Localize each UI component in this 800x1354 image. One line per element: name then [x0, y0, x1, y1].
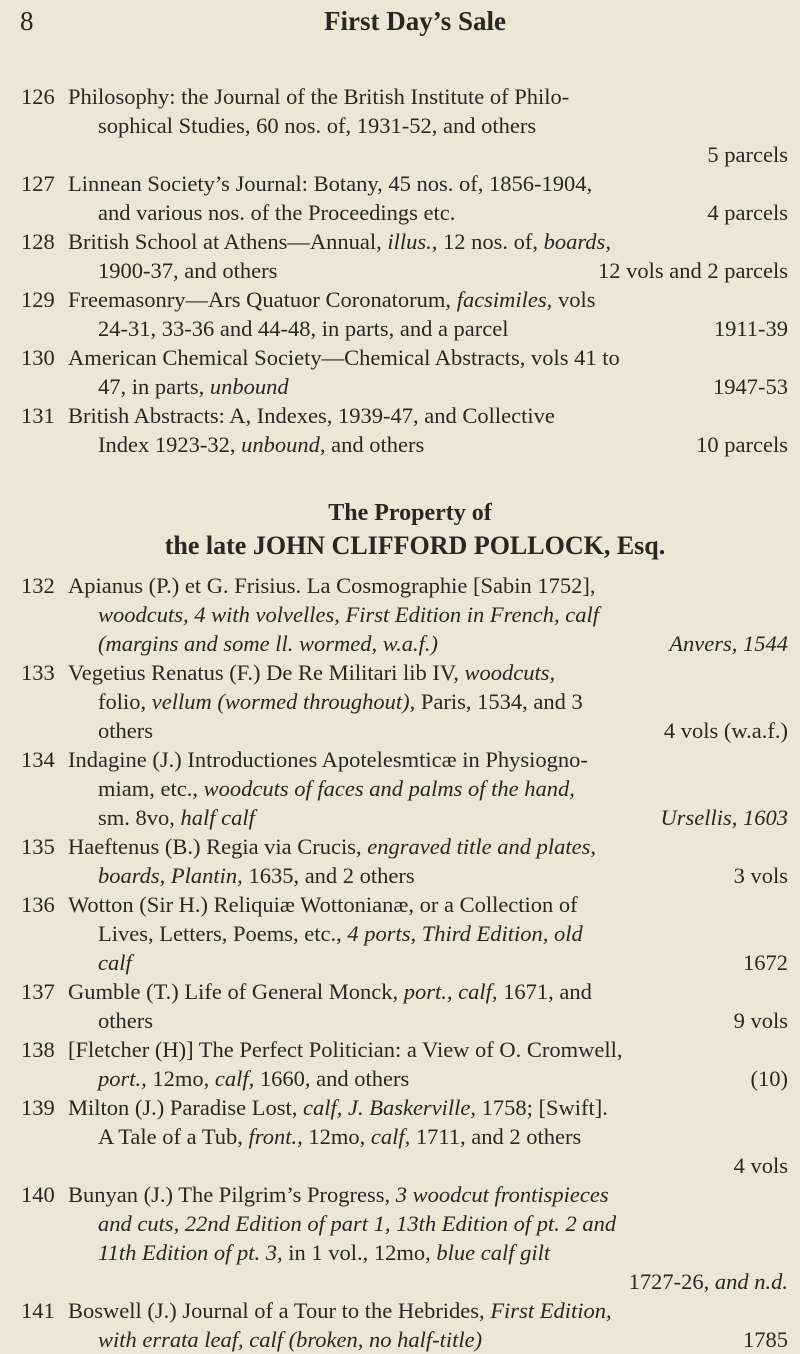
lot-133	[0, 658, 800, 745]
lot-quantity: 9 vols	[733, 1008, 788, 1033]
lot-text: 12mo,	[308, 1124, 366, 1149]
lot-line	[0, 1122, 800, 1151]
lot-line	[0, 977, 800, 1006]
lot-text-italic: half calf	[180, 805, 255, 830]
page-header	[0, 6, 800, 46]
lot-quantity: 10 parcels	[696, 432, 788, 457]
lot-text: 24-31, 33-36 and 44-48, in parts, and a parcel	[98, 316, 509, 341]
lot-text: Philosophy: the Journal of the British Institute of Philo-	[68, 84, 570, 109]
lot-line	[0, 629, 800, 658]
lot-quantity: (10)	[750, 1066, 788, 1091]
lot-text: Gumble (T.) Life of General Monck,	[68, 979, 399, 1004]
lot-138	[0, 1035, 800, 1093]
lot-139	[0, 1093, 800, 1180]
lot-text: others	[98, 718, 153, 743]
lot-line	[0, 1325, 800, 1354]
lot-text: 1900-37, and others	[98, 258, 278, 283]
lot-text: American Chemical Society—Chemical Abstracts, vols 41 to	[68, 345, 620, 370]
property-owner: the late JOHN CLIFFORD POLLOCK, Esq.	[164, 531, 666, 560]
lot-text-italic: First Edition,	[490, 1298, 612, 1323]
lot-text: sm. 8vo,	[98, 805, 175, 830]
lot-137	[0, 977, 800, 1035]
lot-line	[0, 861, 800, 890]
lot-text: 1711, and 2 others	[415, 1124, 582, 1149]
lot-text-italic: calf,	[214, 1066, 255, 1091]
lot-line	[0, 1006, 800, 1035]
lot-text-italic: front.,	[248, 1124, 303, 1149]
lot-line	[0, 832, 800, 861]
lot-line	[0, 658, 800, 687]
lot-text-italic: woodcuts,	[464, 660, 556, 685]
lot-line	[0, 948, 800, 977]
lot-number: 131	[21, 403, 55, 428]
lot-date: 1785	[743, 1327, 788, 1352]
lot-line	[0, 774, 800, 803]
lot-text: Freemasonry—Ars Quatuor Coronatorum,	[68, 287, 452, 312]
lot-number: 140	[21, 1182, 55, 1207]
lot-line	[0, 227, 800, 256]
lot-text-italic: 11th Edition of pt. 3,	[98, 1240, 283, 1265]
lot-text: 47, in parts,	[98, 374, 205, 399]
lot-quantity: 4 parcels	[707, 200, 788, 225]
lot-number: 139	[21, 1095, 55, 1120]
lot-number: 127	[21, 171, 55, 196]
lot-text-italic: boards,	[543, 229, 611, 254]
lot-text: Paris, 1534, and 3	[420, 689, 583, 714]
lot-date: 1727-26,	[628, 1269, 710, 1294]
lot-number: 133	[21, 660, 55, 685]
lot-text-italic: calf, J. Baskerville,	[302, 1095, 477, 1120]
lot-text-italic: with errata leaf, calf (broken, no half-title)	[98, 1327, 483, 1352]
lot-text: 1660, and others	[259, 1066, 410, 1091]
lot-text-italic: and n.d.	[714, 1269, 788, 1294]
lot-text-italic: engraved title and plates,	[367, 834, 596, 859]
property-heading	[0, 497, 800, 563]
lot-number: 130	[21, 345, 55, 370]
lot-date: 1947-53	[713, 374, 788, 399]
lot-date: 1672	[743, 950, 788, 975]
lot-text-italic: unbound	[209, 374, 289, 399]
lot-text-italic: 3 woodcut frontispieces	[395, 1182, 609, 1207]
lot-136	[0, 890, 800, 977]
lot-140	[0, 1180, 800, 1296]
lot-date: 1911-39	[713, 316, 788, 341]
lot-line	[0, 600, 800, 629]
lot-text: in 1 vol., 12mo,	[288, 1240, 431, 1265]
lot-text: 12mo,	[152, 1066, 210, 1091]
lot-131	[0, 401, 800, 459]
lot-number: 141	[21, 1298, 55, 1323]
lot-quantity: 12 vols and 2 parcels	[598, 258, 788, 283]
lot-number: 129	[21, 287, 55, 312]
lot-text-italic: boards, Plantin,	[98, 863, 243, 888]
lot-text: British Abstracts: A, Indexes, 1939-47, and Collective	[68, 403, 555, 428]
lot-text: A Tale of a Tub,	[98, 1124, 243, 1149]
lot-text: 1635, and 2 others	[248, 863, 415, 888]
lot-text-italic: (margins and some ll. wormed, w.a.f.)	[98, 631, 438, 656]
lot-135	[0, 832, 800, 890]
lot-line	[0, 372, 800, 401]
lot-text-italic: facsimiles,	[456, 287, 553, 312]
lot-line	[0, 687, 800, 716]
lot-line	[0, 803, 800, 832]
lot-text: British School at Athens—Annual,	[68, 229, 382, 254]
lot-text: Indagine (J.) Introductiones Apotelesmticæ in Physiogno-	[68, 747, 588, 772]
property-title: The Property of	[328, 500, 492, 526]
lot-text-italic: woodcuts of faces and palms of the hand,	[203, 776, 575, 801]
lot-number: 135	[21, 834, 55, 859]
page-number: 8	[20, 6, 34, 36]
lot-132	[0, 571, 800, 658]
lot-line	[0, 1180, 800, 1209]
lot-text: Boswell (J.) Journal of a Tour to the Hebrides,	[68, 1298, 485, 1323]
lot-text: sophical Studies, 60 nos. of, 1931-52, and others	[98, 113, 537, 138]
lot-text-italic: 4 ports, Third Edition, old	[347, 921, 583, 946]
lot-129	[0, 285, 800, 343]
lot-line	[0, 1209, 800, 1238]
lot-text: and others	[331, 432, 425, 457]
lot-text-italic: blue calf gilt	[436, 1240, 551, 1265]
lot-number: 132	[21, 573, 55, 598]
lot-line	[0, 919, 800, 948]
lot-text: 1671, and	[503, 979, 592, 1004]
lot-imprint: Anvers, 1544	[669, 631, 788, 656]
lot-number: 134	[21, 747, 55, 772]
lot-text: 1758; [Swift].	[481, 1095, 608, 1120]
lot-127	[0, 169, 800, 227]
lot-130	[0, 343, 800, 401]
lot-text: miam, etc.,	[98, 776, 198, 801]
lot-text-italic: port.,	[98, 1066, 147, 1091]
lot-text-italic: illus.	[387, 229, 432, 254]
lot-text: Index 1923-32,	[98, 432, 236, 457]
lot-line	[0, 1296, 800, 1325]
lot-text: folio,	[98, 689, 147, 714]
lot-text: Bunyan (J.) The Pilgrim’s Progress,	[68, 1182, 391, 1207]
lot-line	[0, 1093, 800, 1122]
lot-text: Wotton (Sir H.) Reliquiæ Wottonianæ, or a Collection of	[68, 892, 578, 917]
lot-number: 137	[21, 979, 55, 1004]
lot-141	[0, 1296, 800, 1354]
lot-text-italic: port., calf,	[403, 979, 498, 1004]
lot-line	[0, 1238, 800, 1267]
lot-text-italic: unbound,	[241, 432, 326, 457]
lot-text: and various nos. of the Proceedings etc.	[98, 200, 456, 225]
lot-quantity: 4 vols	[733, 1153, 788, 1178]
lot-text-italic: woodcuts, 4 with volvelles, First Edition in French, calf	[98, 602, 599, 627]
lot-126	[0, 82, 800, 169]
lot-line	[0, 256, 800, 285]
lot-number: 136	[21, 892, 55, 917]
lot-list	[0, 82, 800, 1354]
lot-text: , 12 nos. of,	[431, 229, 539, 254]
lot-line	[0, 1267, 800, 1296]
lot-text: Lives, Letters, Poems, etc.,	[98, 921, 342, 946]
lot-text-italic: calf	[98, 950, 132, 975]
lot-text: Apianus (P.) et G. Frisius. La Cosmographie [Sabin 1752],	[68, 573, 596, 598]
lot-line	[0, 716, 800, 745]
lot-text: Haeftenus (B.) Regia via Crucis,	[68, 834, 362, 859]
lot-134	[0, 745, 800, 832]
lot-text-italic: calf,	[370, 1124, 411, 1149]
lot-line	[0, 198, 800, 227]
lot-line	[0, 1064, 800, 1093]
lot-text: vols	[557, 287, 596, 312]
lot-text-italic: vellum (wormed throughout),	[151, 689, 416, 714]
lot-text: Milton (J.) Paradise Lost,	[68, 1095, 298, 1120]
lot-text: others	[98, 1008, 153, 1033]
lot-quantity: 3 vols	[733, 863, 788, 888]
lot-number: 128	[21, 229, 55, 254]
lot-text: Vegetius Renatus (F.) De Re Militari lib IV,	[68, 660, 459, 685]
lot-number: 126	[21, 84, 55, 109]
lot-number: 138	[21, 1037, 55, 1062]
lot-line	[0, 430, 800, 459]
lot-imprint: Ursellis, 1603	[660, 805, 788, 830]
lot-line	[0, 314, 800, 343]
lot-quantity: 5 parcels	[707, 142, 788, 167]
lot-text: [Fletcher (H)] The Perfect Politician: a View of O. Cromwell,	[68, 1037, 623, 1062]
lot-text: Linnean Society’s Journal: Botany, 45 nos. of, 1856-1904,	[68, 171, 593, 196]
lot-128	[0, 227, 800, 285]
running-title: First Day’s Sale	[324, 6, 506, 36]
lot-quantity: 4 vols (w.a.f.)	[663, 718, 788, 743]
lot-line	[0, 285, 800, 314]
lot-text-italic: and cuts, 22nd Edition of part 1, 13th Edition of pt. 2 and	[98, 1211, 617, 1236]
